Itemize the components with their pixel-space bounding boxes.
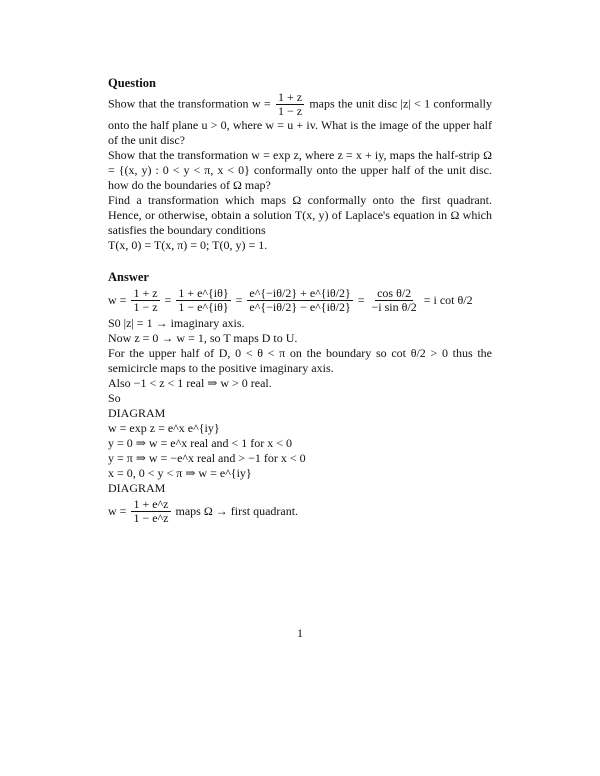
answer-final-map [108, 498, 492, 525]
ans-eq-1: = [164, 293, 172, 307]
answer-diagram-placeholder-1: DIAGRAM [108, 406, 166, 420]
ans-fraction-3 [247, 287, 352, 314]
ans-fraction-2-num: 1 + e^{iθ} [178, 286, 229, 300]
ans-fraction-2 [176, 287, 230, 314]
ans-fraction-3-num: e^{−iθ/2} + e^{iθ/2} [249, 286, 351, 300]
question-boundary-conditions: T(x, 0) = T(x, π) = 0; T(0, y) = 1. [108, 238, 268, 252]
answer-line-5: So [108, 391, 121, 405]
ans-eq-3: = [357, 293, 365, 307]
ans-fraction-1-den: 1 − z [133, 300, 158, 314]
final-fraction-den: 1 − e^z [133, 511, 169, 525]
q1-fraction-numerator: 1 + z [277, 90, 303, 104]
final-tail: maps Ω → first quadrant. [175, 504, 299, 518]
ans-fraction-2-den: 1 − e^{iθ} [178, 300, 229, 314]
final-fraction [131, 498, 170, 525]
ans-eq-2: = [235, 293, 243, 307]
q1-w: w = [251, 96, 271, 111]
question-paragraph-3: Find a transformation which maps Ω conformally onto the first quadrant. Hence, or otherwise, obtain a solution T(x, y) of Laplace's equation in Ω which satisfies the boundary conditions [108, 193, 492, 237]
ans-w: w = [108, 293, 127, 307]
answer-line-9: y = π ⇒ w = −e^x real and > −1 for x < 0 [108, 451, 306, 465]
question-paragraph-2: Show that the transformation w = exp z, where z = x + iy, maps the half-strip Ω = {(x, y) : 0 < y < π, x < 0} conformally onto the upper half of the unit disc. how do the boundaries of Ω map? [108, 148, 492, 192]
ans-fraction-4 [370, 287, 419, 314]
ans-eq-4: = i cot θ/2 [423, 293, 473, 307]
ans-fraction-4-num: cos θ/2 [377, 286, 412, 300]
ans-fraction-1 [131, 287, 159, 314]
answer-line-8: y = 0 ⇒ w = e^x real and < 1 for x < 0 [108, 436, 293, 450]
answer-line-7: w = exp z = e^x e^{iy} [108, 421, 220, 435]
q1-fraction-denominator: 1 − z [277, 104, 303, 118]
question-paragraph-1 [108, 91, 492, 148]
q1-fraction [276, 91, 304, 118]
question-heading: Question [108, 76, 156, 90]
ans-fraction-3-den: e^{−iθ/2} − e^{iθ/2} [249, 300, 351, 314]
answer-heading: Answer [108, 270, 149, 284]
answer-line-4: Also −1 < z < 1 real ⇒ w > 0 real. [108, 376, 272, 390]
page-number: 1 [297, 626, 303, 640]
answer-line-2: Now z = 0 → w = 1, so T maps D to U. [108, 331, 298, 345]
text-column [108, 72, 492, 527]
answer-line-3: For the upper half of D, 0 < θ < π on the boundary so cot θ/2 > 0 thus the semicircle maps to the positive imaginary axis. [108, 346, 492, 375]
q1-text-a: Show that the transformation [108, 96, 249, 111]
q1-text-b: maps the unit disc |z| < 1 conformally onto the half plane u > 0, where w = u + iv. What is the image of the upper half of the unit disc? [108, 96, 493, 147]
answer-line-1: S0 |z| = 1 → imaginary axis. [108, 316, 245, 330]
ans-fraction-1-num: 1 + z [133, 286, 158, 300]
answer-diagram-placeholder-2: DIAGRAM [108, 481, 166, 495]
answer-line-10: x = 0, 0 < y < π ⇒ w = e^{iy} [108, 466, 252, 480]
final-w: w = [108, 504, 127, 518]
final-fraction-num: 1 + e^z [133, 497, 169, 511]
answer-equation-chain [108, 287, 492, 314]
ans-fraction-4-den: −i sin θ/2 [371, 300, 417, 314]
